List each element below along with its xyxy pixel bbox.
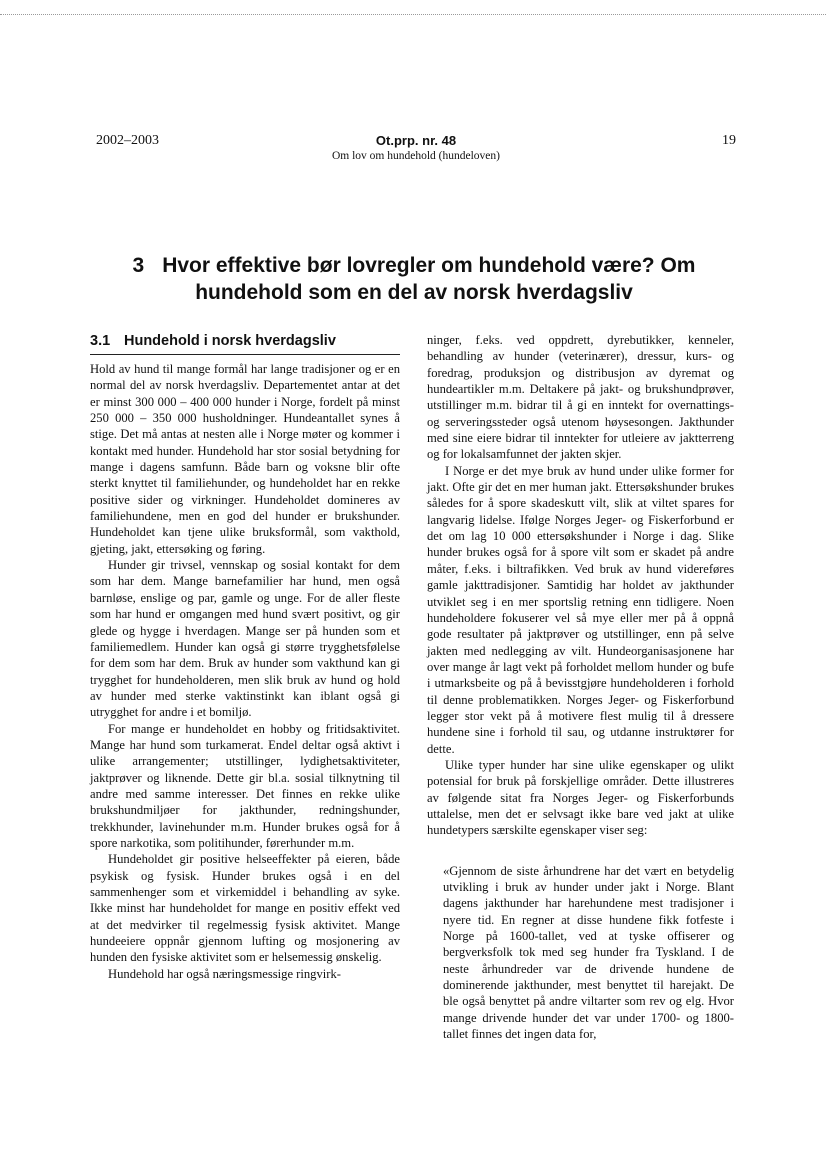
header-document-reference: Ot.prp. nr. 48	[375, 133, 457, 148]
chapter-heading	[96, 252, 732, 306]
block-quote	[427, 863, 734, 1043]
section-number: 3.1	[90, 333, 111, 349]
chapter-number: 3	[132, 254, 145, 277]
paragraph: Hold av hund til mange formål har lange tradisjoner og er en normal del av norsk hverdagsliv. Departementet antar at det er minst 300 000 – 400 000 hunder i Norge, fordelt på minst 250 000 – 350 000 husholdninger. Hundeantallet synes å stige. Det må antas at nesten alle i Norge møter og kommer i kontakt med hunder. Hundehold har stor sosial betydning for mange i dagens samfunn. Både barn og voksne blir ofte sterkt knyttet til familiehunder, og hundeholdet har en rekke positive sider og virkninger. Hundeholdet domineres av familiehundene, men en god del hunder er brukshunder. Hundeholdet kan tjene ulike bruksformål, som vakthold, gjeting, jakt, ettersøking og føring.	[90, 362, 400, 556]
paragraph: ninger, f.eks. ved oppdrett, dyrebutikker, kenneler, behandling av hunder (veterinærer), dressur, kurs- og foredrag, produksjon og distribusjon av dyremat og hundeartikler m.m. Deltakere på jakt- og brukshundprøver, utstillinger m.m. bidrar til å gi en inntekt for overnattings- og serveringssteder også utenom høysesongen. Jakthunder med sine eiere bidrar til inntekter for utleiere av jaktterreng og for lokalsamfunnet der jakten skjer.	[427, 333, 734, 462]
quote-text: «Gjennom de siste århundrene har det vært en betydelig utvikling i bruk av hunder under jakt i Norge. Blant dagens jakthunder har harehundene mest tradisjoner i nyere tid. En regner at disse hundene fikk fotfeste i Norge på 1600-tallet, ved at tyske offiserer og bergverksfolk tok med seg hunder fra Tyskland. I de neste århundreder var de drivende hundene de dominerende jakthunder, mest benyttet til harejakt. De ble også benyttet på andre viltarter som rev og elg. Hvor mange drivende hunder det var under 1700- og 1800-tallet finnes det ingen data for,	[443, 863, 734, 1042]
header-center	[96, 133, 736, 162]
section-title: Hundehold i norsk hverdagsliv	[124, 333, 336, 349]
paragraph: Hundehold har også næringsmessige ringvirk-	[108, 966, 341, 981]
paragraph: For mange er hundeholdet en hobby og fritidsaktivitet. Mange har hund som turkamerat. Endel deltar også aktivt i ulike arrangementer; utstillinger, lydighetsaktiviteter, jaktprøver og liknende. Dette gir bl.a. sosial tilknytning til andre med samme interesser. Det finnes en rekke ulike brukshundmiljøer for jakthunder, redningshunder, trekkhunder, lavinehunder m.m. Hunder brukes også for å spore narkotika, som politihunder, førerhunder m.m.	[90, 721, 400, 850]
header-document-subtitle: Om lov om hundehold (hundeloven)	[331, 150, 500, 162]
page-number: 19	[722, 133, 736, 148]
header-year-range: 2002–2003	[96, 133, 159, 148]
chapter-title-line-2: hundehold som en del av norsk hverdagsliv	[195, 281, 633, 304]
paragraph: Ulike typer hunder har sine ulike egenskaper og ulikt potensial for bruk på forskjellige områder. Dette illustreres av følgende sitat fra Norges Jeger- og Fiskerforbunds uttalelse, men det er selvsagt ikke bare ved jakt at ulike hundetypers særskilte egenskaper viser seg:	[427, 757, 734, 838]
section-heading	[90, 332, 400, 355]
right-column	[427, 332, 734, 1042]
left-column	[90, 332, 400, 982]
scan-edge	[0, 14, 826, 15]
chapter-title-line-1: Hvor effektive bør lovregler om hundehold være? Om	[162, 254, 696, 277]
running-header	[96, 133, 736, 173]
paragraph: I Norge er det mye bruk av hund under ulike former for jakt. Ofte gir det en mer human jakt. Ettersøkshunder brukes således for å spore skadeskutt vilt, slik at viltet spares for langvarig lidelse. Ifølge Norges Jeger- og Fiskerforbund er det om lag 10 000 ettersøkshunder i Norge i dag. Slike hunder brukes også for å spore vilt som er skadet på andre måter, f.eks. i biltrafikken. Ved bruk av hund videreføres gamle jakttradisjoner. Samtidig har holdet av jakthunder utviklet seg i en mer sportslig retning enn tidligere. Noen hundeholdere fokuserer vel så mye eller mer på å oppnå gode resultater på jaktprøver og utstillinger, enn på selve jakten med nedlegging av vilt. Hundeorganisasjonene har over mange år lagt vekt på forholdet mellom hunder og bufe i utmarksbeite og på å bevisstgjøre hundeholderen i forhold til denne problematikken. Norges Jeger- og Fiskerforbund legger stor vekt på å motivere flest mulig til å dressere hundene sine i forhold til sau, og utdanne instruktører for dette.	[427, 463, 734, 756]
paragraph: Hundeholdet gir positive helseeffekter på eieren, både psykisk og fysisk. Hunder brukes også i en del sammenhenger som et virkemiddel i behandling av syke. Ikke minst har hundeholdet for mange en positiv effekt ved at det medvirker til regelmessig fysisk aktivitet. Mange hundeeiere oppnår gjennom lufting og mosjonering av hunden den fysiske aktivitet som er helsemessig ønskelig.	[90, 852, 400, 965]
paragraph: Hunder gir trivsel, vennskap og sosial kontakt for dem som har dem. Mange barnefamilier har hund, men også barnløse, enslige og par, gamle og unge. For de aller fleste som har hund er omgangen med hund svært positivt, og gir glede og hygge i hverdagen. Mange ser på hunden som et familiemedlem. Hunder kan også gi større trygghetsfølelse for dem som har dem. Bruk av hunder som vakthund kan gi trygghet for hundeholderen, men slik bruk av hund og hold av hunder med sterke vaktinstinkt kan iblant også gi utrygghet for andre i et bomiljø.	[90, 558, 400, 720]
chapter-heading-line-1	[96, 252, 732, 279]
